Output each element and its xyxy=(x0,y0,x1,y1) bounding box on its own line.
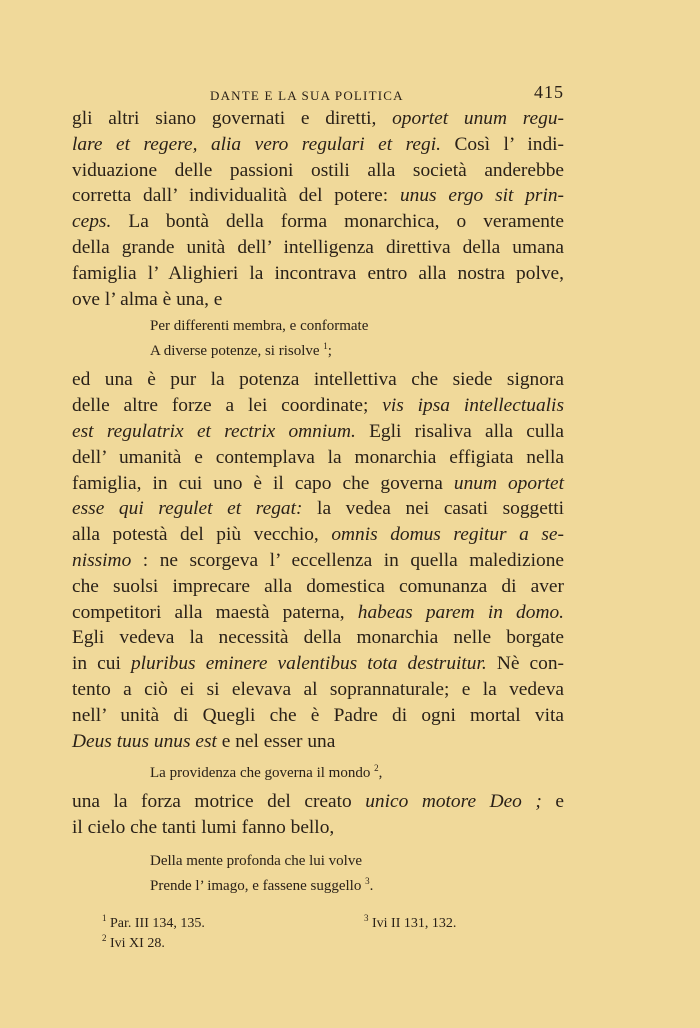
footnote-marker[interactable]: 2 xyxy=(374,763,379,774)
footnote-1: $^1$ Par. III 134, 135. xyxy=(102,912,205,931)
paragraph-1: gli altri siano governati e diretti, oportet unum regu- lare et regere, alia vero regulari et regi. Così l’ indi- viduazione delle passioni ostili alla società anderebbe corretta dall’ individualità del potere: unus ergo sit prin- ceps. La bontà della forma monarchica, o veramente della grande unità dell’ intelligenza direttiva della umana famiglia l’ Alighieri la incontrava entro alla nostra polve, ove l’ alma è una, e xyxy=(72,108,564,310)
footnote-marker[interactable]: 1 xyxy=(323,341,328,352)
verse-quote-3 xyxy=(72,851,564,896)
footnote-marker[interactable]: 3 xyxy=(365,875,370,886)
footnote-row xyxy=(72,928,564,951)
verse-line: Prende l’ imago, e fassene suggello $^3$. xyxy=(150,875,374,894)
footnote-2: $^2$ Ivi XI 28. xyxy=(102,932,165,951)
verse-line: Della mente profonda che lui volve xyxy=(150,852,363,869)
verse-line: La providenza che governa il mondo $^2$, xyxy=(150,763,383,782)
body-text xyxy=(72,106,564,896)
footnotes xyxy=(72,908,564,951)
paragraph-3: una la forza motrice del creato unico motore Deo ; e il cielo che tanti lumi fanno bello, xyxy=(72,791,564,839)
page-number: 415 xyxy=(534,82,564,102)
verse-quote-2 xyxy=(72,758,564,783)
verse-quote-1 xyxy=(72,316,564,361)
paragraph-2: ed una è pur la potenza intellettiva che siede signora delle altre forze a lei coordinate; vis ipsa intellectualis est regulatrix et rectrix omnium. Egli risaliva alla culla dell’ umanità e contemplava la monarchia effigiata nella famiglia, in cui uno è il capo che governa unum oportet esse qui regulet et regat: la vedea nei casati soggetti alla potestà del più vecchio, omnis domus regitur a se- nissimo : ne scorgeva l’ eccellenza in quella maledizione che suolsi imprecare alla domestica comunanza di aver competitori alla maestà paterna, habeas parem in domo. Egli vedeva la necessità della monarchia nelle borgate in cui pluribus eminere valentibus tota destruitur. Nè con- tento a ciò ei si elevava al soprannaturale; e la vedeva nell’ unità di Quegli che è Padre di ogni mortal vita Deus tuus unus est e nel esser una xyxy=(72,369,565,752)
page-header xyxy=(72,80,564,106)
footnote-3: $^3$ Ivi II 131, 132. xyxy=(364,912,457,931)
verse-line: Per differenti membra, e conformate xyxy=(150,318,369,335)
footnote-row xyxy=(72,908,564,931)
running-title: DANTE E LA SUA POLITICA xyxy=(210,88,404,103)
book-page xyxy=(72,80,565,951)
verse-line: A diverse potenze, si risolve $^1$; xyxy=(150,341,332,360)
